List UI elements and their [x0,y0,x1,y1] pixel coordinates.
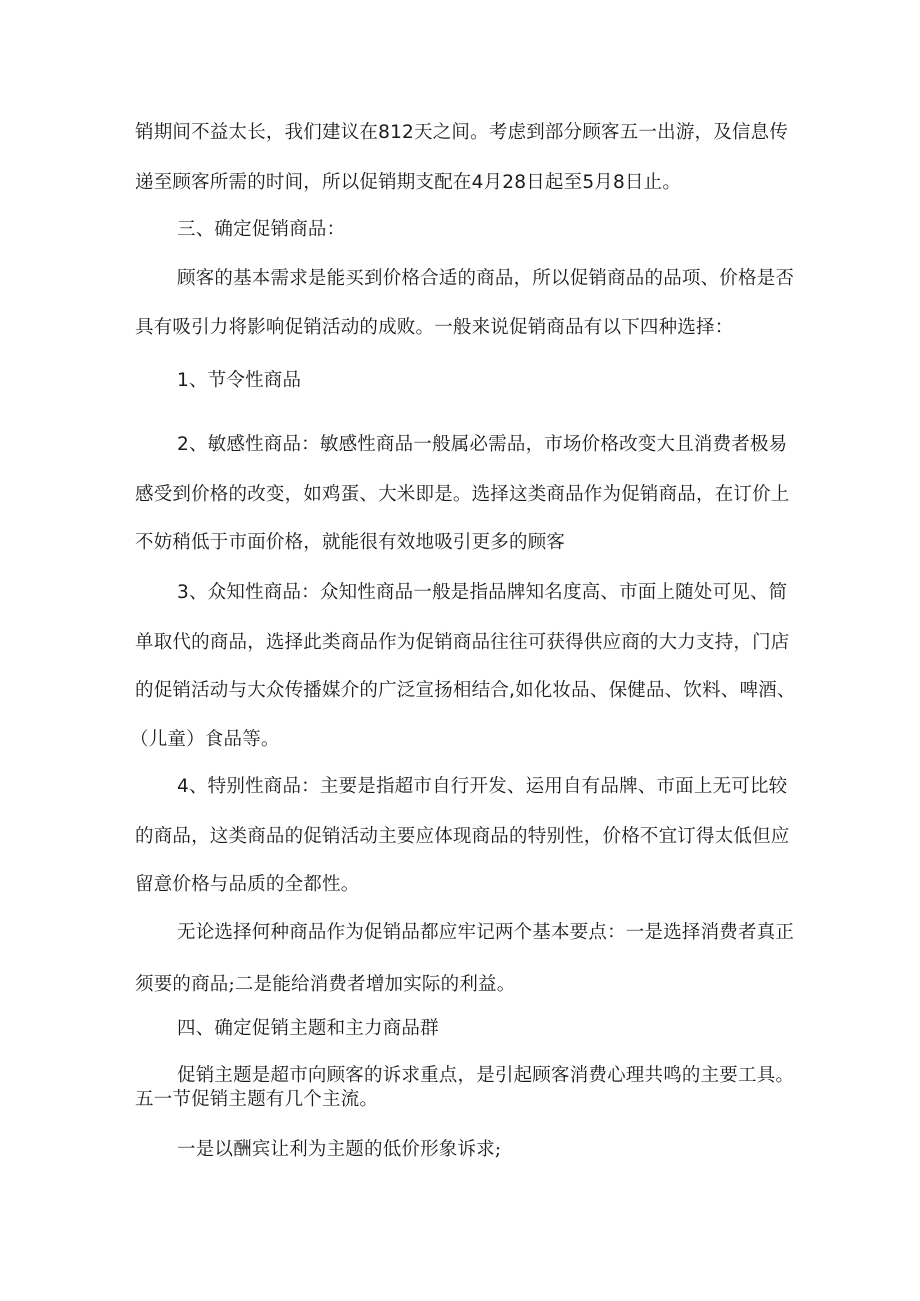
paragraph-line: 留意价格与品质的全都性。 [135,874,360,895]
paragraph-line: 的促销活动与大众传播媒介的广泛宣扬相结合,如化妆品、保健品、饮料、啤酒、 [135,680,796,701]
paragraph-line: 2、敏感性商品：敏感性商品一般属必需品，市场价格改变大且消费者极易 [177,434,788,455]
list-item-heading: 1、节令性商品 [177,370,302,391]
paragraph-line: 具有吸引力将影响促销活动的成败。一般来说促销商品有以下四种选择： [135,317,734,338]
paragraph-line: 销期间不益太长，我们建议在812天之间。考虑到部分顾客五一出游，及信息传 [135,122,789,143]
paragraph-line: 3、众知性商品：众知性商品一般是指品牌知名度高、市面上随处可见、简 [177,582,788,603]
paragraph-line: 五一节促销主题有几个主流。 [135,1089,379,1110]
paragraph-line: （儿童）食品等。 [130,729,280,750]
paragraph-line: 促销主题是超市向顾客的诉求重点，是引起顾客消费心理共鸣的主要工具。 [177,1065,795,1086]
paragraph-line: 顾客的基本需求是能买到价格合适的商品，所以促销商品的品项、价格是否 [177,268,795,289]
paragraph-line: 单取代的商品，选择此类商品作为促销商品往往可获得供应商的大力支持，门店 [135,632,790,653]
paragraph-line: 不妨稍低于市面价格，就能很有效地吸引更多的顾客 [135,532,566,553]
paragraph-line: 感受到价格的改变，如鸡蛋、大米即是。选择这类商品作为促销商品，在订价上 [135,484,790,505]
section-heading: 四、确定促销主题和主力商品群 [177,1018,439,1039]
paragraph-line: 无论选择何种商品作为促销品都应牢记两个基本要点：一是选择消费者真正 [177,922,795,943]
paragraph-line: 递至顾客所需的时间，所以促销期支配在4月28日起至5月8日止。 [135,172,682,193]
paragraph-line: 的商品，这类商品的促销活动主要应体现商品的特别性，价格不宜订得太低但应 [135,826,790,847]
paragraph-line: 4、特别性商品：主要是指超市自行开发、运用自有品牌、市面上无可比较 [177,776,788,797]
paragraph-line: 须要的商品;二是能给消费者增加实际的利益。 [135,974,516,995]
paragraph-line: 一是以酬宾让利为主题的低价形象诉求; [177,1139,502,1160]
section-heading: 三、确定促销商品： [177,219,346,240]
